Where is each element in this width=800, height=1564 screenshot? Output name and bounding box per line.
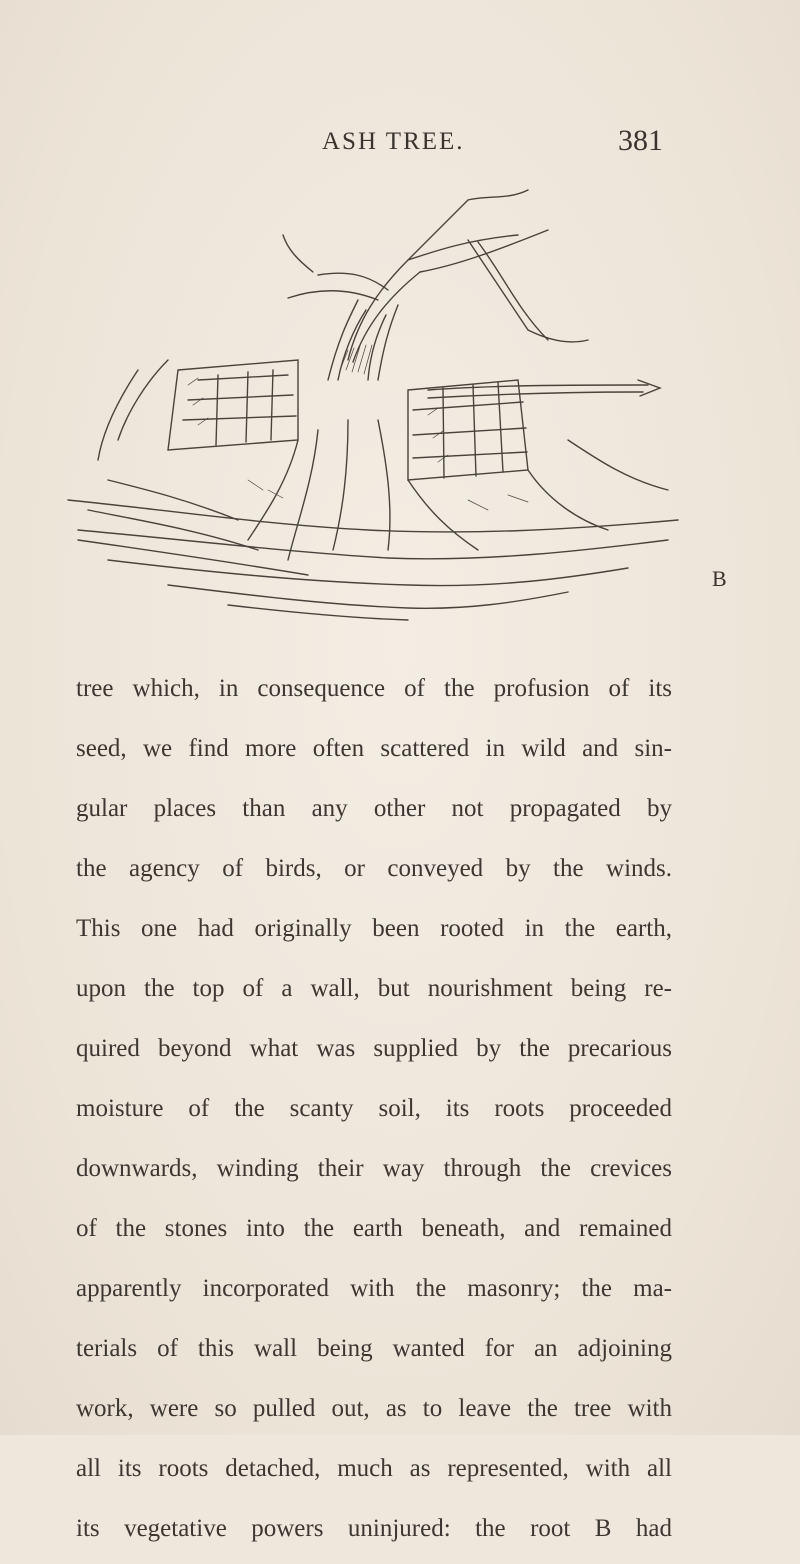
text-line: quired beyond what was supplied by the precarious — [76, 1035, 672, 1062]
body-text — [76, 664, 672, 1564]
text-line: upon the top of a wall, but nourishment being re- — [76, 975, 672, 1002]
text-line: its vegetative powers uninjured: the root B had — [76, 1515, 672, 1542]
text-line: work, were so pulled out, as to leave the tree with — [76, 1395, 672, 1422]
ash-tree-roots-engraving-icon — [48, 180, 688, 640]
text-line: all its roots detached, much as represented, with all — [76, 1455, 672, 1482]
text-line: This one had originally been rooted in the earth, — [76, 915, 672, 942]
tree-illustration — [48, 180, 727, 640]
running-title: ASH TREE. — [322, 128, 465, 155]
text-line: downwards, winding their way through the crevices — [76, 1155, 672, 1182]
text-line: tree which, in consequence of the profusion of its — [76, 675, 672, 702]
text-line: the agency of birds, or conveyed by the winds. — [76, 855, 672, 882]
text-line: apparently incorporated with the masonry; the ma- — [76, 1275, 672, 1302]
text-line: seed, we find more often scattered in wild and sin- — [76, 735, 672, 762]
text-line: moisture of the scanty soil, its roots proceeded — [76, 1095, 672, 1122]
text-line: terials of this wall being wanted for an adjoining — [76, 1335, 672, 1362]
text-line: gular places than any other not propagated by — [76, 795, 672, 822]
page-header — [0, 124, 800, 168]
figure-label-b: B — [712, 566, 727, 591]
page-number: 381 — [618, 124, 663, 157]
text-line: of the stones into the earth beneath, and remained — [76, 1215, 672, 1242]
